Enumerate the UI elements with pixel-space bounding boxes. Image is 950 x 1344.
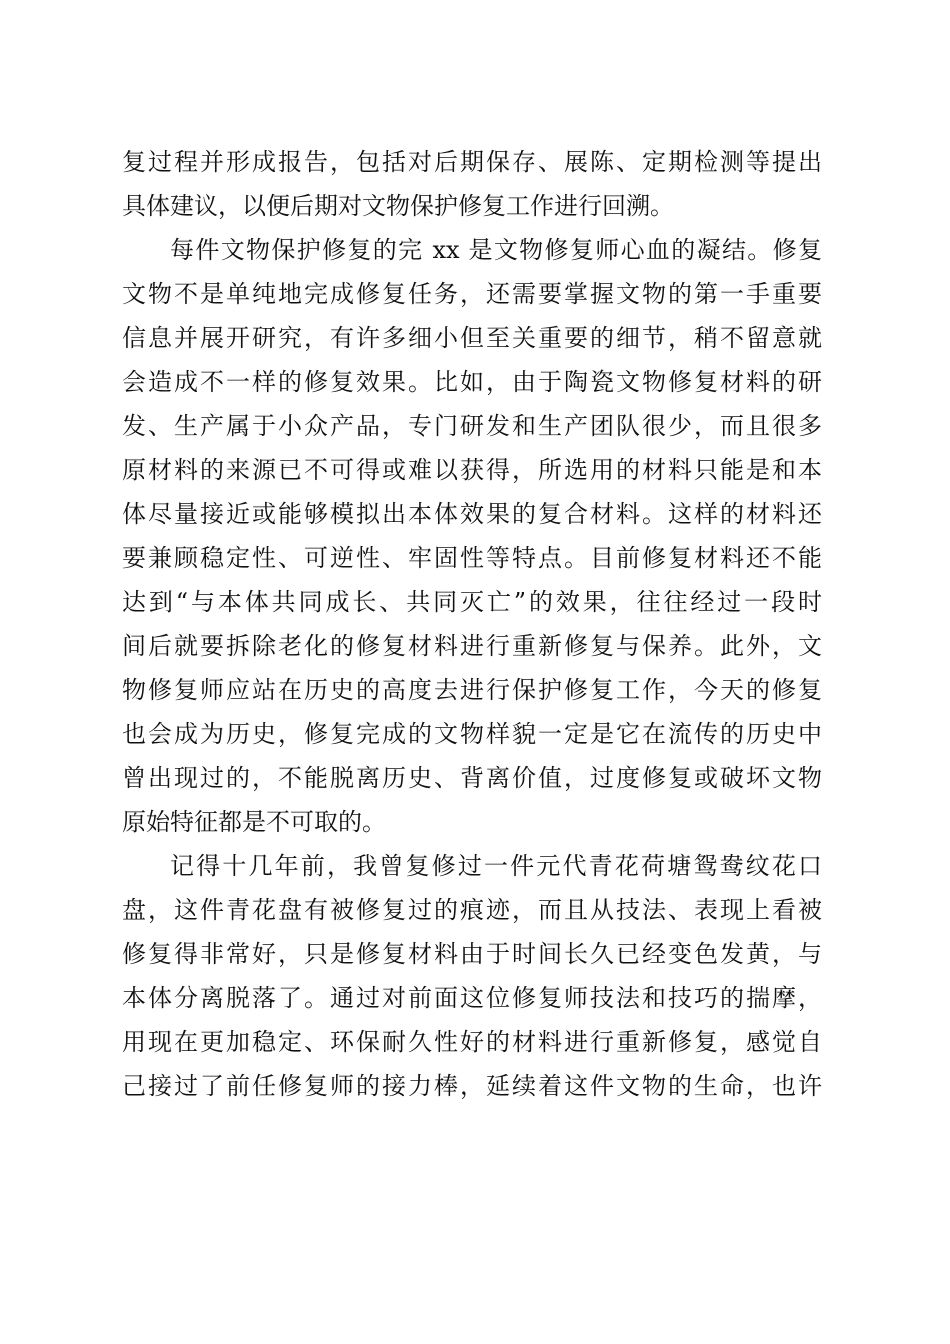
text-line: 会造成不一样的修复效果。比如，由于陶瓷文物修复材料的研 — [122, 368, 822, 396]
text-line: 己接过了前任修复师的接力棒，延续着这件文物的生命，也许 — [122, 1072, 822, 1100]
text-line: 具体建议，以便后期对文物保护修复工作进行回溯。 — [122, 192, 674, 220]
text-line: 复过程并形成报告，包括对后期保存、展陈、定期检测等提出 — [122, 148, 822, 176]
text-line: 要兼顾稳定性、可逆性、牢固性等特点。目前修复材料还不能 — [122, 544, 822, 572]
text-line: 间后就要拆除老化的修复材料进行重新修复与保养。此外，文 — [122, 632, 822, 660]
paragraph-2 — [122, 228, 822, 844]
text-line: 盘，这件青花盘有被修复过的痕迹，而且从技法、表现上看被 — [122, 896, 822, 924]
text-line: 文物不是单纯地完成修复任务，还需要掌握文物的第一手重要 — [122, 280, 822, 308]
text-line: 记得十几年前，我曾复修过一件元代青花荷塘鸳鸯纹花口 — [170, 852, 822, 880]
text-line: 每件文物保护修复的完 xx 是文物修复师心血的凝结。修复 — [170, 236, 822, 264]
text-line: 本体分离脱落了。通过对前面这位修复师技法和技巧的揣摩， — [122, 984, 822, 1012]
text-line: 达到“与本体共同成长、共同灭亡”的效果，往往经过一段时 — [122, 588, 822, 616]
text-line: 曾出现过的，不能脱离历史、背离价值，过度修复或破坏文物 — [122, 764, 822, 792]
text-line: 原材料的来源已不可得或难以获得，所选用的材料只能是和本 — [122, 456, 822, 484]
paragraph-1 — [122, 140, 822, 228]
text-line: 物修复师应站在历史的高度去进行保护修复工作，今天的修复 — [122, 676, 822, 704]
text-line: 信息并展开研究，有许多细小但至关重要的细节，稍不留意就 — [122, 324, 822, 352]
text-line: 用现在更加稳定、环保耐久性好的材料进行重新修复，感觉自 — [122, 1028, 822, 1056]
text-line: 发、生产属于小众产品，专门研发和生产团队很少，而且很多 — [122, 412, 822, 440]
document-body — [122, 140, 822, 1108]
text-line: 也会成为历史，修复完成的文物样貌一定是它在流传的历史中 — [122, 720, 822, 748]
text-line: 修复得非常好，只是修复材料由于时间长久已经变色发黄，与 — [122, 940, 822, 968]
paragraph-3 — [122, 844, 822, 1108]
text-line: 体尽量接近或能够模拟出本体效果的复合材料。这样的材料还 — [122, 500, 822, 528]
text-line: 原始特征都是不可取的。 — [122, 808, 386, 836]
